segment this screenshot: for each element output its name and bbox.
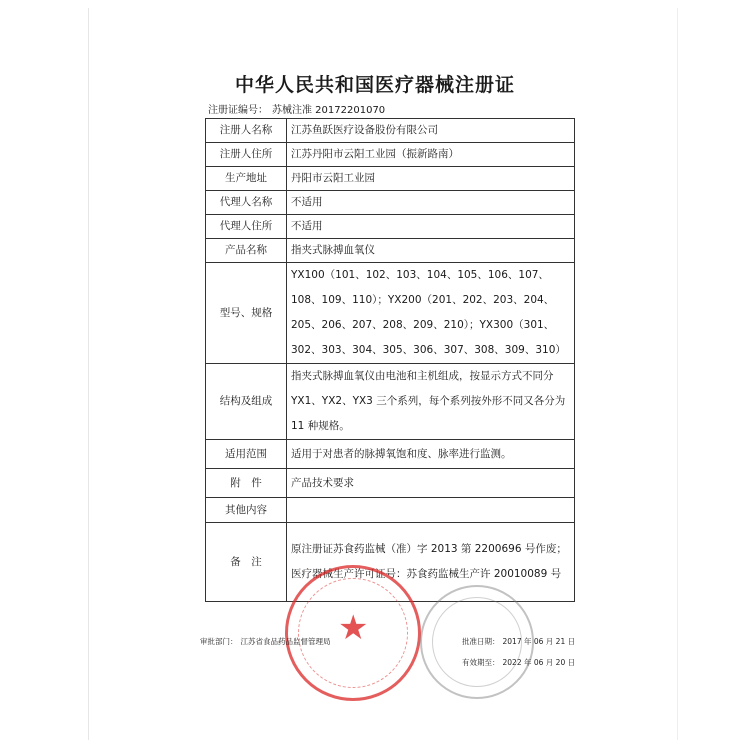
company-seal-stamp <box>285 565 421 701</box>
row-label: 其他内容 <box>206 498 287 523</box>
registration-number-value: 苏械注准 20172201070 <box>272 105 386 116</box>
certificate-table <box>205 118 575 602</box>
table-row <box>206 167 575 191</box>
approval-department <box>200 636 331 647</box>
row-label: 代理人住所 <box>206 215 287 239</box>
registration-number <box>208 101 385 116</box>
table-row <box>206 364 575 440</box>
row-label: 生产地址 <box>206 167 287 191</box>
row-value: YX100（101、102、103、104、105、106、107、108、109、110）；YX200（201、202、203、204、205、206、207、208、209、210）；YX300（301、302、303、304、305、306、307、308、309、310） <box>287 263 575 364</box>
row-value <box>287 498 575 523</box>
row-label: 注册人名称 <box>206 119 287 143</box>
registration-number-label: 注册证编号： <box>208 105 268 116</box>
valid-value: 2022 年 06 月 20 日 <box>502 658 576 667</box>
table-row <box>206 263 575 364</box>
approve-label: 批准日期： <box>462 637 500 646</box>
valid-until-date <box>462 657 575 668</box>
table-row <box>206 469 575 498</box>
table-row <box>206 143 575 167</box>
row-label: 附 件 <box>206 469 287 498</box>
row-label: 产品名称 <box>206 239 287 263</box>
table-row <box>206 498 575 523</box>
row-value: 产品技术要求 <box>287 469 575 498</box>
page-title: 中华人民共和国医疗器械注册证 <box>234 74 515 96</box>
row-value: 江苏丹阳市云阳工业园（振新路南） <box>287 143 575 167</box>
table-row <box>206 191 575 215</box>
row-value: 丹阳市云阳工业园 <box>287 167 575 191</box>
row-value: 适用于对患者的脉搏氧饱和度、脉率进行监测。 <box>287 440 575 469</box>
table-row <box>206 215 575 239</box>
approve-value: 2017 年 06 月 21 日 <box>502 637 576 646</box>
row-label: 型号、规格 <box>206 263 287 364</box>
row-value: 不适用 <box>287 215 575 239</box>
row-value: 指夹式脉搏血氧仪由电池和主机组成，按显示方式不同分 YX1、YX2、YX3 三个系列，每个系列按外形不同又各分为 11 种规格。 <box>287 364 575 440</box>
row-label: 结构及组成 <box>206 364 287 440</box>
table-row <box>206 239 575 263</box>
seal-star-icon: ★ <box>338 608 369 648</box>
table-row <box>206 440 575 469</box>
approval-date <box>462 636 575 647</box>
row-value: 不适用 <box>287 191 575 215</box>
dept-value: 江苏省食品药品监督管理局 <box>240 637 331 646</box>
row-value: 指夹式脉搏血氧仪 <box>287 239 575 263</box>
table-row <box>206 119 575 143</box>
row-label: 适用范围 <box>206 440 287 469</box>
valid-label: 有效期至： <box>462 658 500 667</box>
row-value: 江苏鱼跃医疗设备股份有限公司 <box>287 119 575 143</box>
row-label: 代理人名称 <box>206 191 287 215</box>
row-value: 原注册证苏食药监械（准）字 2013 第 2200696 号作废；医疗器械生产许可证号：苏食药监械生产许 20010089 号 <box>287 523 575 602</box>
row-label: 备 注 <box>206 523 287 602</box>
dept-label: 审批部门： <box>200 637 238 646</box>
row-label: 注册人住所 <box>206 143 287 167</box>
